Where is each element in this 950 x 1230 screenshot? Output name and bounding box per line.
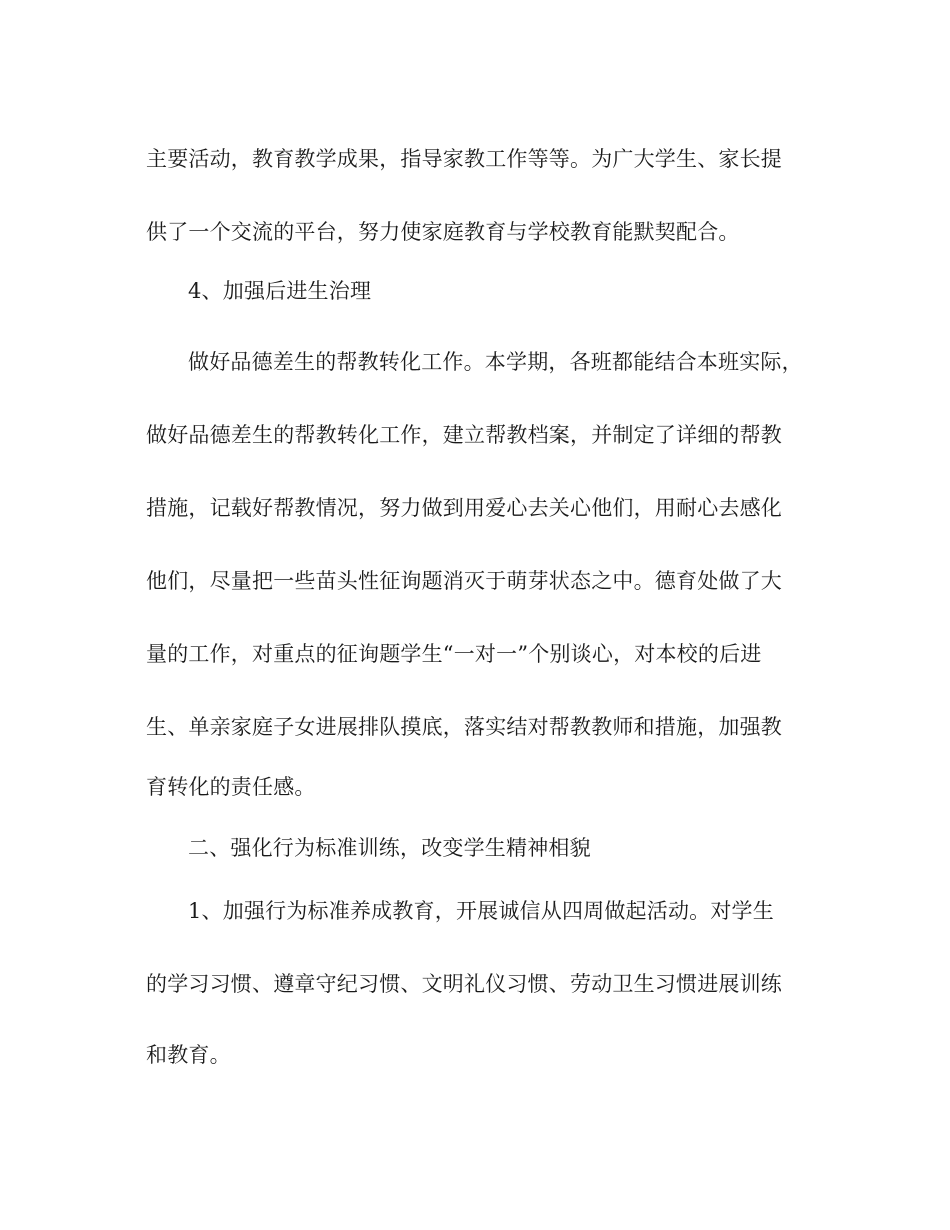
- paragraph-line: 量的工作，对重点的征询题学生“一对一”个别谈心，对本校的后进: [146, 642, 762, 666]
- paragraph-line: 供了一个交流的平台，努力使家庭教育与学校教育能默契配合。: [146, 220, 740, 244]
- paragraph-line: 1、加强行为标准养成教育，开展诚信从四周做起活动。对学生: [188, 899, 774, 923]
- paragraph-line: 做好品德差生的帮教转化工作。本学期，各班都能结合本班实际，: [188, 350, 803, 374]
- paragraph-line: 主要活动，教育教学成果，指导家教工作等等。为广大学生、家长提: [146, 147, 782, 171]
- paragraph-line: 做好品德差生的帮教转化工作，建立帮教档案，并制定了详细的帮教: [146, 423, 782, 447]
- section-heading: 4、加强后进生治理: [188, 279, 372, 303]
- paragraph-line: 他们，尽量把一些苗头性征询题消灭于萌芽状态之中。德育处做了大: [146, 569, 782, 593]
- section-heading: 二、强化行为标准训练，改变学生精神相貌: [188, 836, 591, 860]
- paragraph-line: 和教育。: [146, 1043, 231, 1067]
- paragraph-line: 措施，记载好帮教情况，努力做到用爱心去关心他们，用耐心去感化: [146, 496, 782, 520]
- paragraph-line: 的学习习惯、遵章守纪习惯、文明礼仪习惯、劳动卫生习惯进展训练: [146, 972, 782, 996]
- paragraph-line: 育转化的责任感。: [146, 775, 316, 799]
- paragraph-line: 生、单亲家庭子女进展排队摸底，落实结对帮教教师和措施，加强教: [146, 715, 782, 739]
